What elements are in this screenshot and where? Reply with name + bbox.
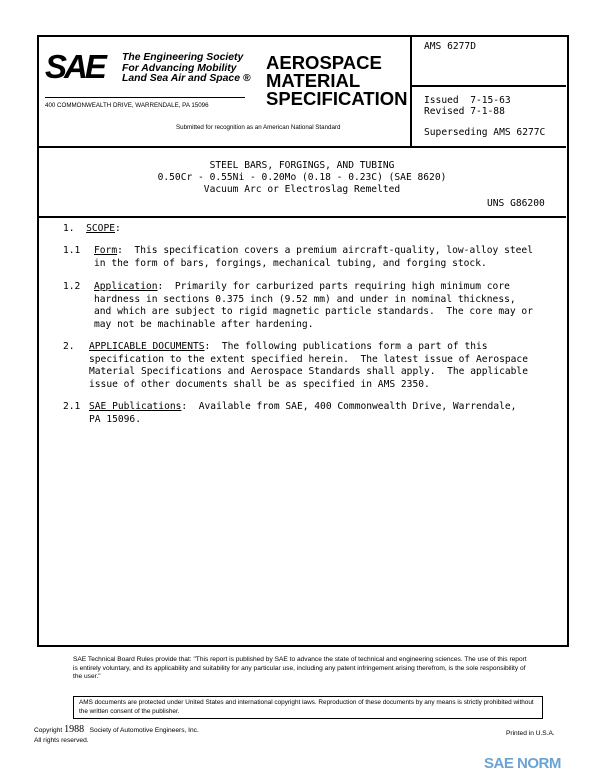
section-1-2 bbox=[63, 281, 80, 294]
header-bottom-rule bbox=[38, 146, 566, 148]
section-number: 1.2 bbox=[63, 281, 81, 292]
section-1 bbox=[63, 223, 121, 236]
doc-number: AMS 6277D bbox=[424, 41, 476, 52]
title-line-2: 0.50Cr - 0.55Ni - 0.20Mo (0.18 - 0.23C) (SAE 8620) bbox=[157, 172, 447, 183]
technical-board-rules: SAE Technical Board Rules provide that: "This report is published by SAE to advance the state of technical and engineering sciences. The use of this report is entirely voluntary, and its applicability and suitability for any particular use, including any patent infringement arising therefrom, is the sole responsibility of the user." bbox=[73, 656, 527, 681]
section-2-1 bbox=[63, 401, 80, 414]
section-heading: SAE Publications bbox=[89, 401, 182, 412]
copyright-label: Copyright bbox=[34, 727, 63, 734]
copyright-line bbox=[34, 726, 199, 736]
superseding: Superseding AMS 6277C bbox=[424, 127, 546, 138]
section-heading: Form bbox=[94, 245, 118, 256]
society-tagline bbox=[122, 53, 251, 85]
section-heading: Application bbox=[94, 281, 158, 292]
title-line-3: Vacuum Arc or Electroslag Remelted bbox=[203, 184, 401, 195]
section-1-1 bbox=[63, 245, 80, 258]
section-text: : This specification covers a premium aircraft-quality, low-alloy steel in the form of bars, forgings, mechanical tubing, and forging stock. bbox=[94, 245, 533, 269]
uns-number: UNS G86200 bbox=[487, 198, 545, 209]
copyright-year: 1988 bbox=[64, 724, 85, 735]
section-2-1-body bbox=[89, 401, 516, 426]
rights-reserved: All rights reserved. bbox=[34, 737, 89, 744]
title-line: MATERIAL bbox=[266, 70, 361, 91]
section-2-body bbox=[89, 341, 528, 391]
section-2 bbox=[63, 341, 75, 354]
tagline-line: The Engineering Society bbox=[122, 52, 244, 63]
section-text: : Primarily for carburized parts requiring high minimum core hardness in sections 0.375 inch (9.52 mm) and under in nominal thickness, and which are subject to rigid magnetic particle standards. The core may or may not be machinable after hardening. bbox=[94, 281, 533, 330]
printed-in: Printed in U.S.A. bbox=[506, 730, 555, 737]
tagline-line: Land Sea Air and Space ® bbox=[122, 73, 251, 84]
title-bottom-rule bbox=[38, 216, 566, 218]
section-1-1-body bbox=[94, 245, 533, 270]
submitted-note: Submitted for recognition as an American National Standard bbox=[176, 124, 341, 131]
copyright-notice: AMS documents are protected under United States and international copyright laws. Reproduction of these documents by any means is strictly prohibited without the written consent of the publisher. bbox=[73, 696, 543, 719]
header-divider bbox=[410, 36, 412, 147]
issued-date: Issued 7-15-63 bbox=[424, 95, 511, 106]
section-number: 1. bbox=[63, 223, 75, 234]
section-number: 1.1 bbox=[63, 245, 81, 256]
section-text: : Available from SAE, 400 Commonwealth Drive, Warrendale, PA 15096. bbox=[89, 401, 517, 425]
section-1-2-body bbox=[94, 281, 533, 331]
section-heading: APPLICABLE DOCUMENTS bbox=[89, 341, 205, 352]
address: 400 COMMONWEALTH DRIVE, WARRENDALE, PA 15096 bbox=[45, 97, 245, 109]
section-heading: SCOPE bbox=[86, 223, 116, 234]
title-line: AEROSPACE bbox=[266, 52, 382, 73]
section-number: 2.1 bbox=[63, 401, 81, 412]
tagline-line: For Advancing Mobility bbox=[122, 62, 237, 74]
revised-date: Revised 7-1-88 bbox=[424, 106, 505, 117]
section-text: : bbox=[115, 223, 121, 234]
watermark-logo: SAE NORM bbox=[484, 755, 561, 772]
section-number: 2. bbox=[63, 341, 75, 352]
title-line: SPECIFICATION bbox=[266, 88, 408, 109]
sae-logo: SAE bbox=[45, 48, 104, 85]
title-line-1: STEEL BARS, FORGINGS, AND TUBING bbox=[209, 160, 395, 171]
section-text: : The following publications form a part of this specification to the extent specified herein. The latest issue of Aerospace Material Specifications and Aerospace Standards shall apply. The applicable issue of other documents shall be as specified in AMS 2350. bbox=[89, 341, 528, 390]
document-type bbox=[266, 54, 408, 108]
header-divider bbox=[411, 85, 566, 87]
copyright-owner: Society of Automotive Engineers, Inc. bbox=[89, 727, 199, 734]
